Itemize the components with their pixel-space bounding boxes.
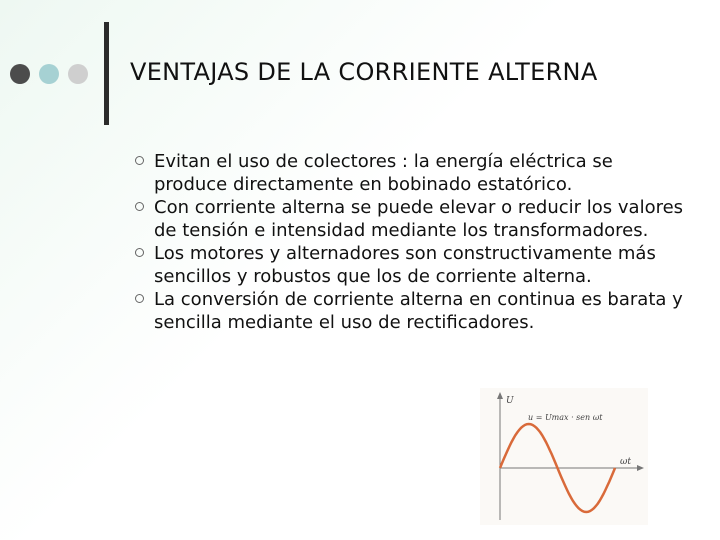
formula-label: u = Umax · sen ωt <box>528 413 603 422</box>
dot-dark <box>10 64 30 84</box>
bullet-circle-icon <box>135 294 144 303</box>
bullet-item <box>130 150 690 196</box>
dot-light <box>68 64 88 84</box>
bullet-circle-icon <box>135 156 144 165</box>
x-axis-label: ωt <box>620 457 631 467</box>
sine-wave-svg <box>480 388 648 525</box>
bullet-list <box>130 150 690 334</box>
bullet-circle-icon <box>135 248 144 257</box>
y-axis-arrow-icon <box>497 392 503 399</box>
bullet-text: Los motores y alternadores son constructivamente más sencillos y robustos que los de corriente alterna. <box>154 243 656 287</box>
x-axis-arrow-icon <box>637 465 644 471</box>
dot-teal <box>39 64 59 84</box>
y-axis-label: U <box>506 396 514 406</box>
bullet-item <box>130 196 690 242</box>
slide-title: VENTAJAS DE LA CORRIENTE ALTERNA <box>130 58 598 86</box>
bullet-circle-icon <box>135 202 144 211</box>
sine-wave-figure <box>480 388 648 525</box>
bullet-text: La conversión de corriente alterna en continua es barata y sencilla mediante el uso de rectificadores. <box>154 289 683 333</box>
bullet-text: Con corriente alterna se puede elevar o reducir los valores de tensión e intensidad mediante los transformadores. <box>154 197 684 241</box>
bullet-text: Evitan el uso de colectores : la energía eléctrica se produce directamente en bobinado estatórico. <box>154 151 613 195</box>
bullet-item <box>130 288 690 334</box>
bullet-item <box>130 242 690 288</box>
title-divider <box>104 22 109 125</box>
